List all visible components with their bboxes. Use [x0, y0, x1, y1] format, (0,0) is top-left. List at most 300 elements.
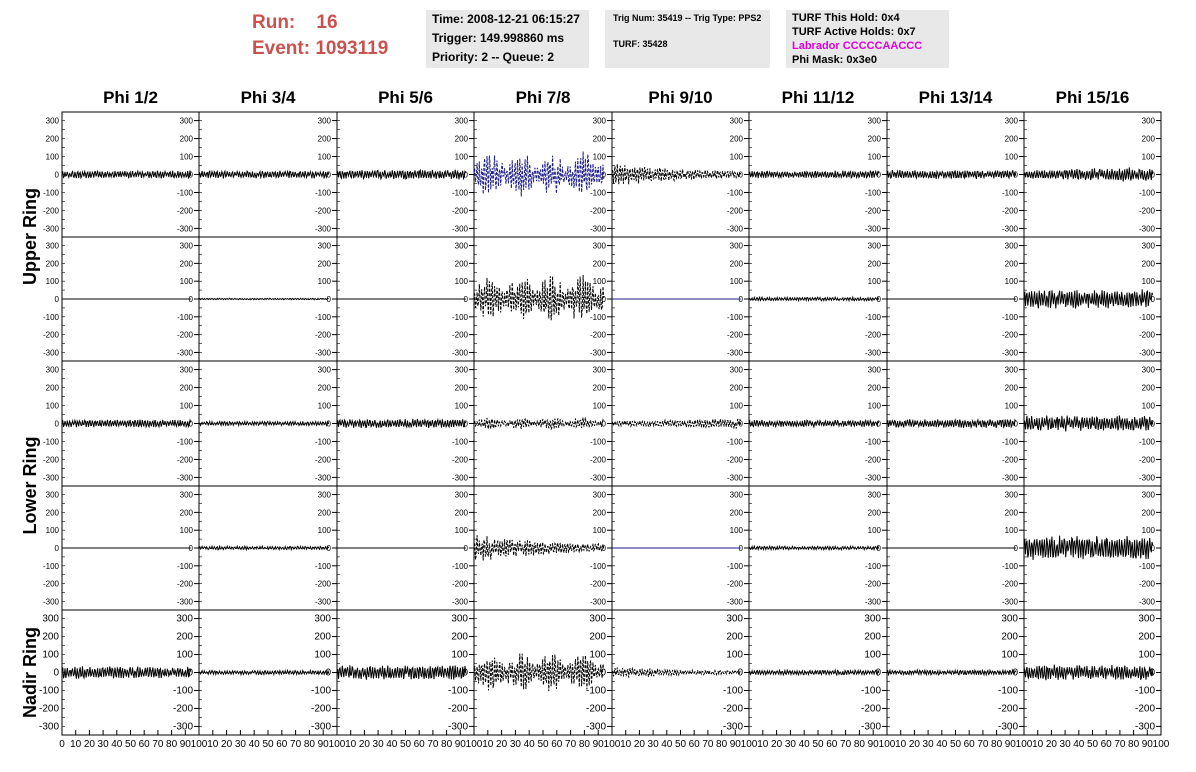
y-tick-label: 0	[875, 667, 881, 679]
time-text: Time: 2008-12-21 06:15:27	[432, 12, 580, 26]
y-tick-label: -200	[1001, 455, 1018, 465]
y-tick-label: 0	[54, 419, 59, 429]
y-tick-label: 200	[1141, 134, 1155, 144]
y-tick-label: -200	[722, 703, 743, 715]
x-tick-label: 100	[465, 739, 483, 750]
y-tick-label: -300	[42, 348, 59, 358]
y-tick-label: 0	[326, 170, 331, 180]
y-tick-label: 0	[876, 544, 881, 553]
turf-hold-text: TURF This Hold: 0x4	[792, 12, 900, 24]
y-tick-label: 300	[451, 613, 468, 625]
y-tick-label: -200	[42, 579, 59, 589]
x-tick-label: 90	[1004, 739, 1016, 750]
y-tick-label: 300	[179, 116, 193, 126]
y-tick-label: -100	[1001, 188, 1018, 198]
y-tick-label: -200	[176, 579, 193, 589]
waveform-trace	[1024, 665, 1153, 681]
y-tick-label: 0	[601, 295, 606, 304]
y-tick-label: 300	[1138, 613, 1155, 625]
y-tick-label: 300	[1141, 365, 1155, 375]
trig-num-text: Trig Num: 35419 -- Trig Type: PPS2	[613, 13, 762, 23]
x-tick-label: 50	[124, 739, 137, 750]
x-tick-label: 20	[908, 739, 920, 750]
y-tick-label: 100	[179, 401, 193, 411]
y-tick-label: -100	[1138, 561, 1155, 571]
y-tick-label: -200	[864, 206, 881, 216]
y-tick-label: -100	[726, 188, 743, 198]
y-tick-label: 300	[867, 116, 881, 126]
y-tick-label: -300	[1001, 348, 1018, 358]
y-tick-label: 0	[1013, 419, 1018, 429]
x-tick-label: 10	[207, 739, 219, 750]
y-tick-label: 0	[601, 170, 606, 180]
y-tick-label: 200	[454, 259, 468, 269]
y-tick-label: 100	[867, 277, 881, 287]
waveform-trace	[612, 419, 741, 429]
y-tick-label: 200	[592, 383, 606, 393]
y-tick-label: -300	[1138, 597, 1155, 607]
x-tick-label: 70	[977, 739, 989, 750]
x-tick-label: 80	[166, 739, 178, 750]
x-tick-label: 40	[111, 739, 123, 750]
column-title: Phi 9/10	[648, 88, 713, 107]
y-tick-label: 200	[729, 259, 743, 269]
y-tick-label: 0	[53, 667, 59, 679]
y-tick-label: 200	[454, 383, 468, 393]
x-tick-label: 100	[190, 739, 208, 750]
x-tick-label: 100	[328, 739, 346, 750]
x-tick-label: 60	[1100, 739, 1112, 750]
y-tick-label: 100	[1004, 526, 1018, 536]
y-tick-label: 200	[45, 383, 59, 393]
y-tick-label: -200	[314, 330, 331, 340]
y-tick-label: -300	[1134, 721, 1155, 733]
row-label: Upper Ring	[20, 188, 40, 285]
x-tick-label: 30	[647, 739, 659, 750]
y-tick-label: 200	[179, 383, 193, 393]
y-tick-label: 100	[454, 401, 468, 411]
y-tick-label: 300	[179, 241, 193, 251]
waveform-trace	[474, 535, 604, 560]
x-tick-label: 70	[1114, 739, 1126, 750]
y-tick-label: -200	[451, 579, 468, 589]
y-tick-label: 0	[462, 667, 468, 679]
y-tick-label: 0	[463, 544, 468, 553]
x-tick-label: 10	[345, 739, 357, 750]
y-tick-label: -200	[451, 455, 468, 465]
x-tick-label: 50	[949, 739, 962, 750]
waveform-trace	[199, 421, 329, 425]
y-tick-label: 0	[326, 419, 331, 429]
y-tick-label: -100	[722, 685, 743, 697]
x-tick-label: 40	[936, 739, 948, 750]
y-tick-label: 0	[326, 295, 331, 304]
y-tick-label: 300	[729, 490, 743, 500]
y-tick-label: -200	[860, 703, 881, 715]
y-tick-label: 100	[1004, 277, 1018, 287]
y-tick-label: -300	[864, 473, 881, 483]
y-tick-label: -300	[1138, 348, 1155, 358]
y-tick-label: -300	[176, 473, 193, 483]
x-tick-label: 10	[482, 739, 494, 750]
y-tick-label: 100	[867, 526, 881, 536]
y-tick-label: -100	[176, 312, 193, 322]
x-tick-label: 20	[358, 739, 370, 750]
y-tick-label: -100	[726, 312, 743, 322]
y-tick-label: -200	[451, 206, 468, 216]
waveform-trace	[749, 546, 879, 550]
y-tick-label: 200	[1004, 259, 1018, 269]
y-tick-label: -300	[589, 348, 606, 358]
y-tick-label: 100	[729, 526, 743, 536]
y-tick-label: -100	[451, 188, 468, 198]
waveform-trace	[199, 546, 329, 550]
y-tick-label: 300	[592, 365, 606, 375]
waveform-trace	[1024, 289, 1153, 308]
y-tick-label: 300	[176, 613, 193, 625]
y-tick-label: -300	[726, 473, 743, 483]
y-tick-label: 0	[325, 667, 331, 679]
waveform-trace	[474, 418, 604, 430]
y-tick-label: 100	[867, 152, 881, 162]
x-tick-label: 100	[1152, 739, 1170, 750]
x-tick-label: 90	[867, 739, 879, 750]
y-tick-label: -100	[726, 437, 743, 447]
y-tick-label: 300	[454, 490, 468, 500]
y-tick-label: 0	[188, 295, 193, 304]
y-tick-label: 0	[1150, 419, 1155, 429]
y-tick-label: 100	[726, 649, 743, 661]
y-tick-label: 200	[317, 259, 331, 269]
y-tick-label: 100	[592, 152, 606, 162]
y-tick-label: 200	[867, 508, 881, 518]
y-tick-label: -100	[314, 561, 331, 571]
y-tick-label: 0	[188, 544, 193, 553]
y-tick-label: -100	[42, 312, 59, 322]
y-tick-label: 300	[1004, 490, 1018, 500]
y-tick-label: 300	[314, 613, 331, 625]
x-tick-label: 100	[878, 739, 896, 750]
y-tick-label: -100	[1138, 312, 1155, 322]
x-tick-label: 60	[276, 739, 288, 750]
y-tick-label: -300	[451, 224, 468, 234]
y-tick-label: 300	[726, 613, 743, 625]
x-tick-label: 70	[152, 739, 164, 750]
y-tick-label: 100	[592, 277, 606, 287]
waveform-trace	[1024, 416, 1153, 432]
y-tick-label: -100	[314, 437, 331, 447]
y-tick-label: -200	[585, 703, 606, 715]
y-tick-label: -300	[585, 721, 606, 733]
y-tick-label: 300	[179, 490, 193, 500]
y-tick-label: 100	[589, 649, 606, 661]
plot-frame	[612, 361, 749, 486]
y-tick-label: 200	[1004, 508, 1018, 518]
x-tick-label: 80	[991, 739, 1003, 750]
waveform-trace	[337, 419, 466, 428]
y-tick-label: -100	[864, 188, 881, 198]
y-tick-label: 200	[867, 134, 881, 144]
x-tick-label: 20	[633, 739, 645, 750]
y-tick-label: 300	[1004, 241, 1018, 251]
y-tick-label: -300	[997, 721, 1018, 733]
y-tick-label: 300	[589, 613, 606, 625]
y-tick-label: 300	[454, 116, 468, 126]
waveform-trace	[337, 665, 466, 680]
y-tick-label: -100	[997, 685, 1018, 697]
y-tick-label: -100	[726, 561, 743, 571]
y-tick-label: 100	[179, 152, 193, 162]
y-tick-label: -100	[451, 561, 468, 571]
y-tick-label: 100	[45, 401, 59, 411]
x-tick-label: 20	[221, 739, 233, 750]
y-tick-label: 100	[317, 401, 331, 411]
y-tick-label: -200	[1138, 579, 1155, 589]
y-tick-label: 200	[176, 631, 193, 643]
y-tick-label: -100	[589, 312, 606, 322]
y-tick-label: 200	[451, 631, 468, 643]
x-tick-label: 40	[1073, 739, 1085, 750]
y-tick-label: 200	[592, 508, 606, 518]
column-title: Phi 3/4	[240, 88, 296, 107]
x-tick-label: 30	[509, 739, 521, 750]
x-tick-label: 50	[812, 739, 824, 750]
y-tick-label: -200	[726, 206, 743, 216]
y-tick-label: -200	[1138, 455, 1155, 465]
waveform-trace	[887, 670, 1016, 675]
x-tick-label: 10	[895, 739, 907, 750]
y-tick-label: 200	[45, 508, 59, 518]
column-title: Phi 7/8	[515, 88, 571, 107]
y-tick-label: -100	[451, 312, 468, 322]
y-tick-label: 100	[176, 649, 193, 661]
x-tick-label: 80	[303, 739, 315, 750]
y-tick-label: -300	[314, 348, 331, 358]
y-tick-label: 200	[314, 631, 331, 643]
y-tick-label: 0	[876, 419, 881, 429]
event-label: Event:	[252, 38, 311, 59]
y-tick-label: -100	[1001, 437, 1018, 447]
y-tick-label: 300	[729, 116, 743, 126]
x-tick-label: 100	[603, 739, 621, 750]
x-tick-label: 30	[1059, 739, 1071, 750]
y-tick-label: -200	[42, 455, 59, 465]
x-tick-label: 90	[317, 739, 329, 750]
y-tick-label: -300	[176, 348, 193, 358]
y-tick-label: 300	[729, 365, 743, 375]
y-tick-label: -100	[585, 685, 606, 697]
y-tick-label: 200	[1138, 631, 1155, 643]
y-tick-label: -200	[42, 330, 59, 340]
y-tick-label: 300	[864, 613, 881, 625]
y-tick-label: 0	[601, 419, 606, 429]
column-title: Phi 5/6	[378, 88, 433, 107]
waveform-trace	[199, 171, 329, 179]
x-tick-label: 80	[1128, 739, 1140, 750]
waveform-trace	[612, 164, 741, 184]
y-tick-label: 0	[1013, 295, 1018, 304]
y-tick-label: -300	[314, 473, 331, 483]
y-tick-label: 0	[54, 295, 59, 304]
y-tick-label: -300	[589, 224, 606, 234]
y-tick-label: -300	[42, 597, 59, 607]
y-tick-label: 200	[1141, 508, 1155, 518]
x-tick-label: 90	[179, 739, 191, 750]
y-tick-label: 300	[317, 116, 331, 126]
x-tick-label: 30	[784, 739, 796, 750]
y-tick-label: -300	[310, 721, 331, 733]
y-tick-label: -100	[589, 561, 606, 571]
phi-mask-text: Phi Mask: 0x3e0	[792, 54, 877, 66]
y-tick-label: 0	[738, 295, 743, 304]
y-tick-label: 200	[1141, 383, 1155, 393]
y-tick-label: 0	[737, 667, 743, 679]
y-tick-label: -300	[1001, 597, 1018, 607]
x-tick-label: 40	[523, 739, 535, 750]
y-tick-label: -200	[176, 455, 193, 465]
row-label: Lower Ring	[20, 436, 40, 535]
y-tick-label: -100	[1138, 437, 1155, 447]
y-tick-label: 200	[1001, 631, 1018, 643]
x-tick-label: 50	[399, 739, 412, 750]
y-tick-label: 100	[1141, 401, 1155, 411]
y-tick-label: -200	[314, 206, 331, 216]
y-tick-label: -100	[864, 312, 881, 322]
y-tick-label: 100	[867, 401, 881, 411]
y-tick-label: -200	[864, 455, 881, 465]
y-tick-label: 200	[867, 259, 881, 269]
waveform-trace	[199, 671, 329, 675]
y-tick-label: 200	[45, 259, 59, 269]
y-tick-label: 0	[1150, 170, 1155, 180]
x-tick-label: 40	[661, 739, 673, 750]
y-tick-label: 0	[1012, 667, 1018, 679]
y-tick-label: -300	[1001, 473, 1018, 483]
y-tick-label: -200	[172, 703, 193, 715]
y-tick-label: 300	[42, 613, 59, 625]
row-label: Nadir Ring	[20, 626, 40, 719]
y-tick-label: 200	[592, 259, 606, 269]
y-tick-label: -200	[1138, 206, 1155, 216]
waveform-trace	[474, 654, 604, 691]
y-tick-label: -200	[38, 703, 59, 715]
y-tick-label: -200	[589, 330, 606, 340]
y-tick-label: 100	[317, 277, 331, 287]
y-tick-label: -100	[860, 685, 881, 697]
y-tick-label: 100	[317, 152, 331, 162]
waveform-trace	[474, 152, 604, 197]
y-tick-label: 300	[317, 365, 331, 375]
x-tick-label: 80	[853, 739, 865, 750]
x-tick-label: 30	[922, 739, 934, 750]
waveform-trace	[749, 670, 879, 675]
y-tick-label: -300	[451, 473, 468, 483]
run-value: 16	[316, 12, 338, 33]
y-tick-label: -100	[864, 437, 881, 447]
y-tick-label: -300	[722, 721, 743, 733]
x-tick-label: 80	[716, 739, 728, 750]
y-tick-label: -300	[314, 224, 331, 234]
x-tick-label: 80	[578, 739, 590, 750]
column-title: Phi 11/12	[781, 88, 855, 107]
y-tick-label: 100	[451, 649, 468, 661]
y-tick-label: -200	[1001, 579, 1018, 589]
x-tick-label: 60	[826, 739, 838, 750]
waveform-trace	[62, 666, 191, 678]
x-tick-label: 60	[413, 739, 425, 750]
y-tick-label: -200	[314, 455, 331, 465]
y-tick-label: 100	[179, 277, 193, 287]
y-tick-label: 300	[867, 365, 881, 375]
turf-num-text: TURF: 35428	[613, 39, 668, 49]
y-tick-label: 200	[45, 134, 59, 144]
waveform-trace	[749, 171, 879, 178]
y-tick-label: -100	[1001, 312, 1018, 322]
y-tick-label: 0	[54, 170, 59, 180]
y-tick-label: 100	[592, 526, 606, 536]
y-tick-label: 100	[729, 277, 743, 287]
waveform-trace	[749, 420, 879, 427]
y-tick-label: -200	[1134, 703, 1155, 715]
y-tick-label: 0	[463, 419, 468, 429]
y-tick-label: 100	[1141, 526, 1155, 536]
y-tick-label: -300	[726, 597, 743, 607]
trigger-text: Trigger: 149.998860 ms	[432, 31, 565, 45]
x-tick-label: 100	[740, 739, 758, 750]
y-tick-label: 0	[600, 667, 606, 679]
y-tick-label: -300	[726, 348, 743, 358]
y-tick-label: -300	[314, 597, 331, 607]
y-tick-label: -100	[310, 685, 331, 697]
waveform-trace	[1024, 167, 1153, 181]
y-tick-label: 100	[454, 277, 468, 287]
y-tick-label: 300	[1141, 490, 1155, 500]
x-tick-label: 50	[1086, 739, 1099, 750]
x-tick-label: 50	[262, 739, 274, 750]
y-tick-label: 300	[45, 241, 59, 251]
y-tick-label: -100	[1001, 561, 1018, 571]
x-tick-label: 90	[592, 739, 604, 750]
y-tick-label: -100	[589, 437, 606, 447]
y-tick-label: -100	[42, 437, 59, 447]
x-tick-label: 20	[83, 739, 95, 750]
y-tick-label: 300	[1004, 116, 1018, 126]
y-tick-label: 0	[876, 295, 881, 304]
y-tick-label: 100	[1004, 152, 1018, 162]
y-tick-label: 300	[1141, 116, 1155, 126]
x-tick-label: 70	[290, 739, 302, 750]
y-tick-label: -100	[176, 188, 193, 198]
y-tick-label: 0	[1013, 170, 1018, 180]
y-tick-label: 200	[317, 508, 331, 518]
labrador-text: Labrador CCCCCAACCC	[792, 40, 923, 52]
y-tick-label: -100	[451, 437, 468, 447]
column-title: Phi 1/2	[103, 88, 158, 107]
x-tick-label: 20	[1045, 739, 1057, 750]
waveform-trace	[62, 171, 191, 179]
y-tick-label: -300	[1138, 473, 1155, 483]
y-tick-label: -300	[589, 473, 606, 483]
y-tick-label: 200	[1004, 383, 1018, 393]
y-tick-label: -300	[447, 721, 468, 733]
y-tick-label: -200	[589, 206, 606, 216]
y-tick-label: 100	[1001, 649, 1018, 661]
y-tick-label: -300	[589, 597, 606, 607]
y-tick-label: -200	[864, 579, 881, 589]
y-tick-label: 300	[45, 365, 59, 375]
x-tick-label: 70	[427, 739, 439, 750]
y-tick-label: -200	[589, 579, 606, 589]
